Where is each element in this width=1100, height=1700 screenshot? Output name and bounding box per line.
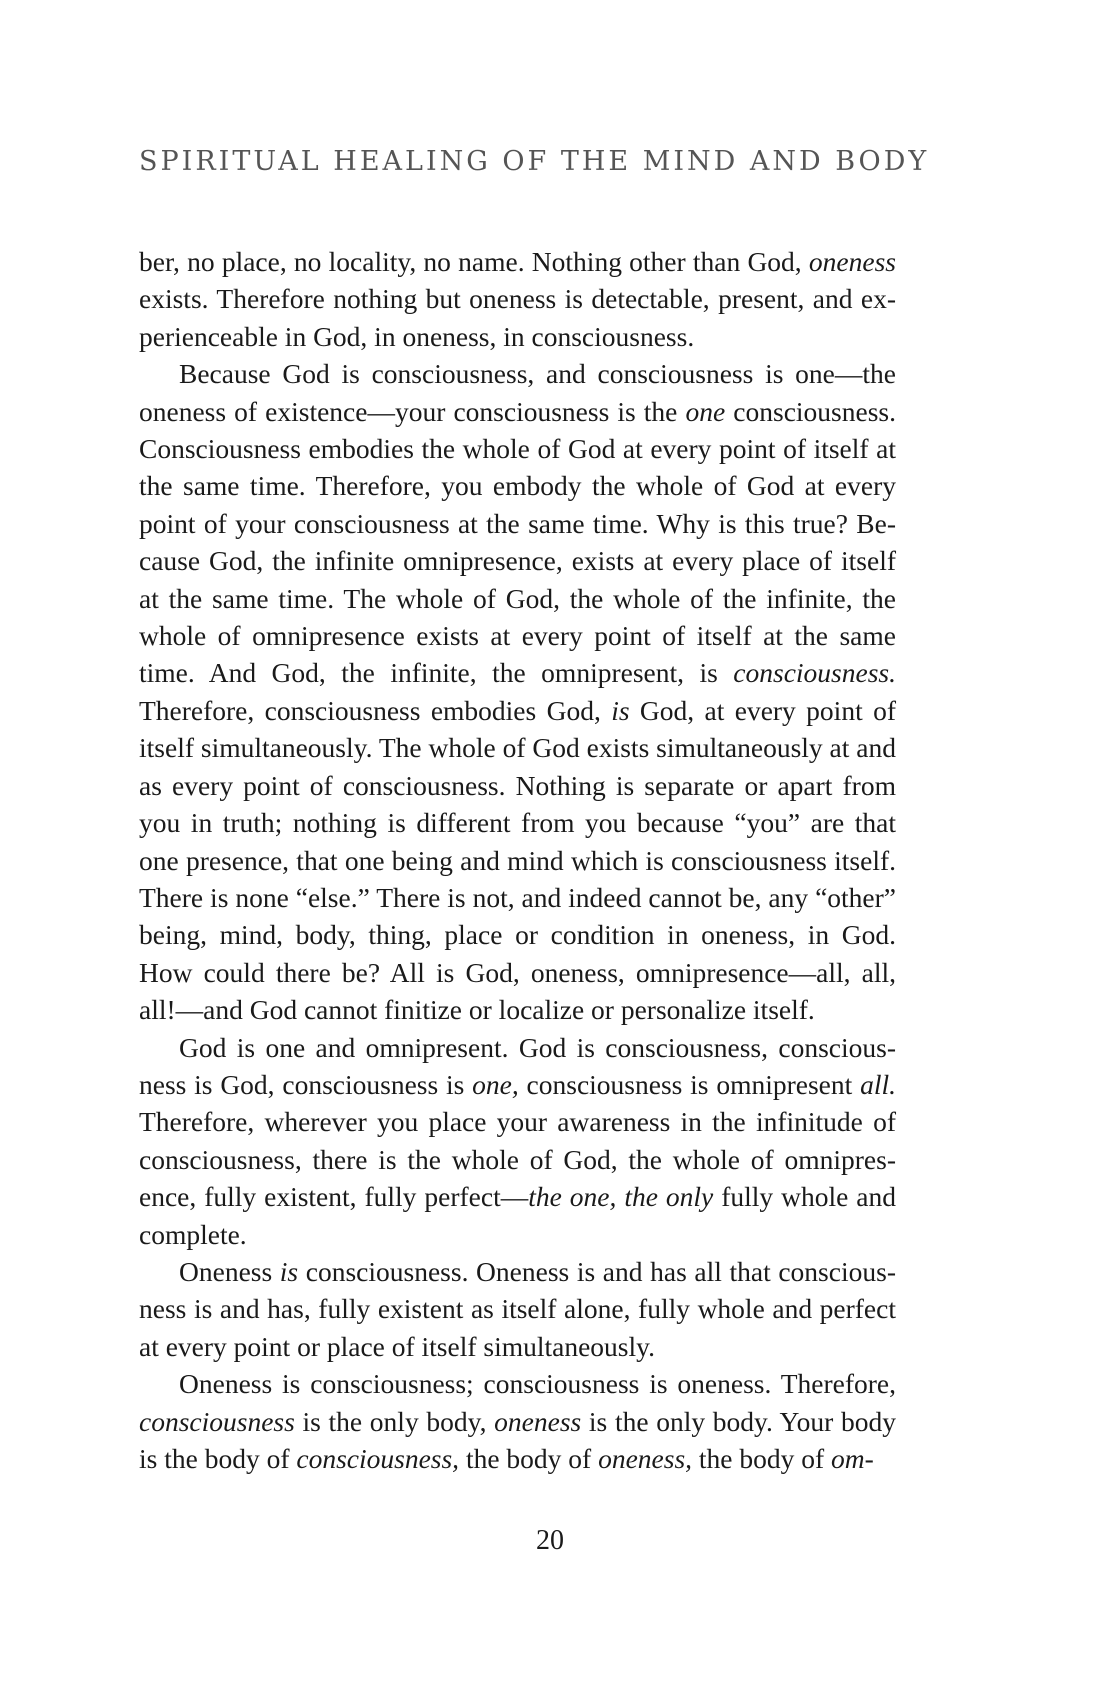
text-run: Therefore, consciousness embodies God, bbox=[139, 694, 612, 726]
paragraph bbox=[139, 355, 896, 1028]
paragraph bbox=[139, 243, 896, 355]
italic-text: one bbox=[685, 395, 726, 427]
text-run: the body of bbox=[692, 1443, 832, 1474]
text-run: Oneness bbox=[179, 1255, 280, 1287]
text-run: Because God is consciousness, and consciousness is one—the oneness of existence—your consciousness is the bbox=[139, 358, 896, 427]
italic-text: one, bbox=[472, 1068, 519, 1100]
italic-text: consciousness, bbox=[296, 1443, 460, 1474]
italic-text: oneness bbox=[808, 246, 896, 277]
text-run: consciousness. Oneness is and has all that consciousness is and has, fully existent as itself alone, fully whole and perfect at every point or place of itself simultaneously. bbox=[139, 1255, 896, 1362]
running-head: SPIRITUAL HEALING OF THE MIND AND BODY bbox=[139, 146, 930, 177]
italic-text: is bbox=[279, 1255, 299, 1287]
italic-text: consciousness bbox=[139, 1405, 295, 1437]
italic-text: om- bbox=[831, 1443, 874, 1474]
italic-text: consciousness. bbox=[733, 657, 896, 689]
text-run: consciousness is omnipresent bbox=[518, 1068, 861, 1100]
text-run: is the only body. Your body is the body of bbox=[139, 1405, 896, 1474]
page-number: 20 bbox=[536, 1525, 564, 1556]
paragraph bbox=[139, 1029, 896, 1253]
text-run: consciousness. Consciousness embodies the whole of God at every point of itself at the same time. Therefore, you embody the whole of God at every point of your consciousness at the same time. Why is this true? Because God, the infinite omnipresence, exists at every place of itself at the same time. The whole of God, the whole of the infinite, the whole of omnipresence exists at every point of itself at the same time. And God, the infinite, the omnipresent, is bbox=[139, 395, 896, 689]
italic-text: oneness, bbox=[598, 1443, 693, 1474]
text-run: God, at every point of itself simultaneously. The whole of God exists simultaneously at and as every point of consciousness. Nothing is separate or apart from you in truth; nothing is different from you because “you” are that one presence, that one being and mind which is consciousness itself. There is none “else.” There is not, and indeed cannot be, any “other” being, mind, body, thing, place or condition in oneness, in God. How could there be? All is God, oneness, omnipresence—all, all, all!—and God cannot finitize or localize or personalize itself. bbox=[139, 694, 896, 1026]
text-run: fully whole and complete. bbox=[139, 1181, 896, 1250]
paragraph bbox=[139, 1365, 896, 1477]
italic-text: oneness bbox=[494, 1405, 582, 1437]
text-run: God is one and omnipresent. God is consciousness, consciousness is God, consciousness is bbox=[139, 1031, 896, 1100]
paragraph bbox=[139, 1253, 896, 1365]
text-run: ber, no place, no locality, no name. Nothing other than God, bbox=[139, 246, 809, 277]
italic-text: all. bbox=[860, 1068, 896, 1100]
body-text bbox=[139, 243, 896, 1477]
text-run: is the only body, bbox=[294, 1405, 495, 1437]
text-run: Therefore, wherever you place your awareness in the infinitude of consciousness, there is the whole of God, the whole of omnipresence, fully existent, fully perfect— bbox=[139, 1106, 896, 1213]
italic-text: is bbox=[611, 694, 630, 726]
text-run: Oneness is consciousness; consciousness is oneness. Therefore, bbox=[179, 1368, 896, 1400]
text-run: exists. Therefore nothing but oneness is detectable, present, and experienceable in God, in oneness, in consciousness. bbox=[139, 283, 896, 352]
italic-text: the one, the only bbox=[528, 1181, 714, 1213]
text-run: the body of bbox=[459, 1443, 599, 1474]
